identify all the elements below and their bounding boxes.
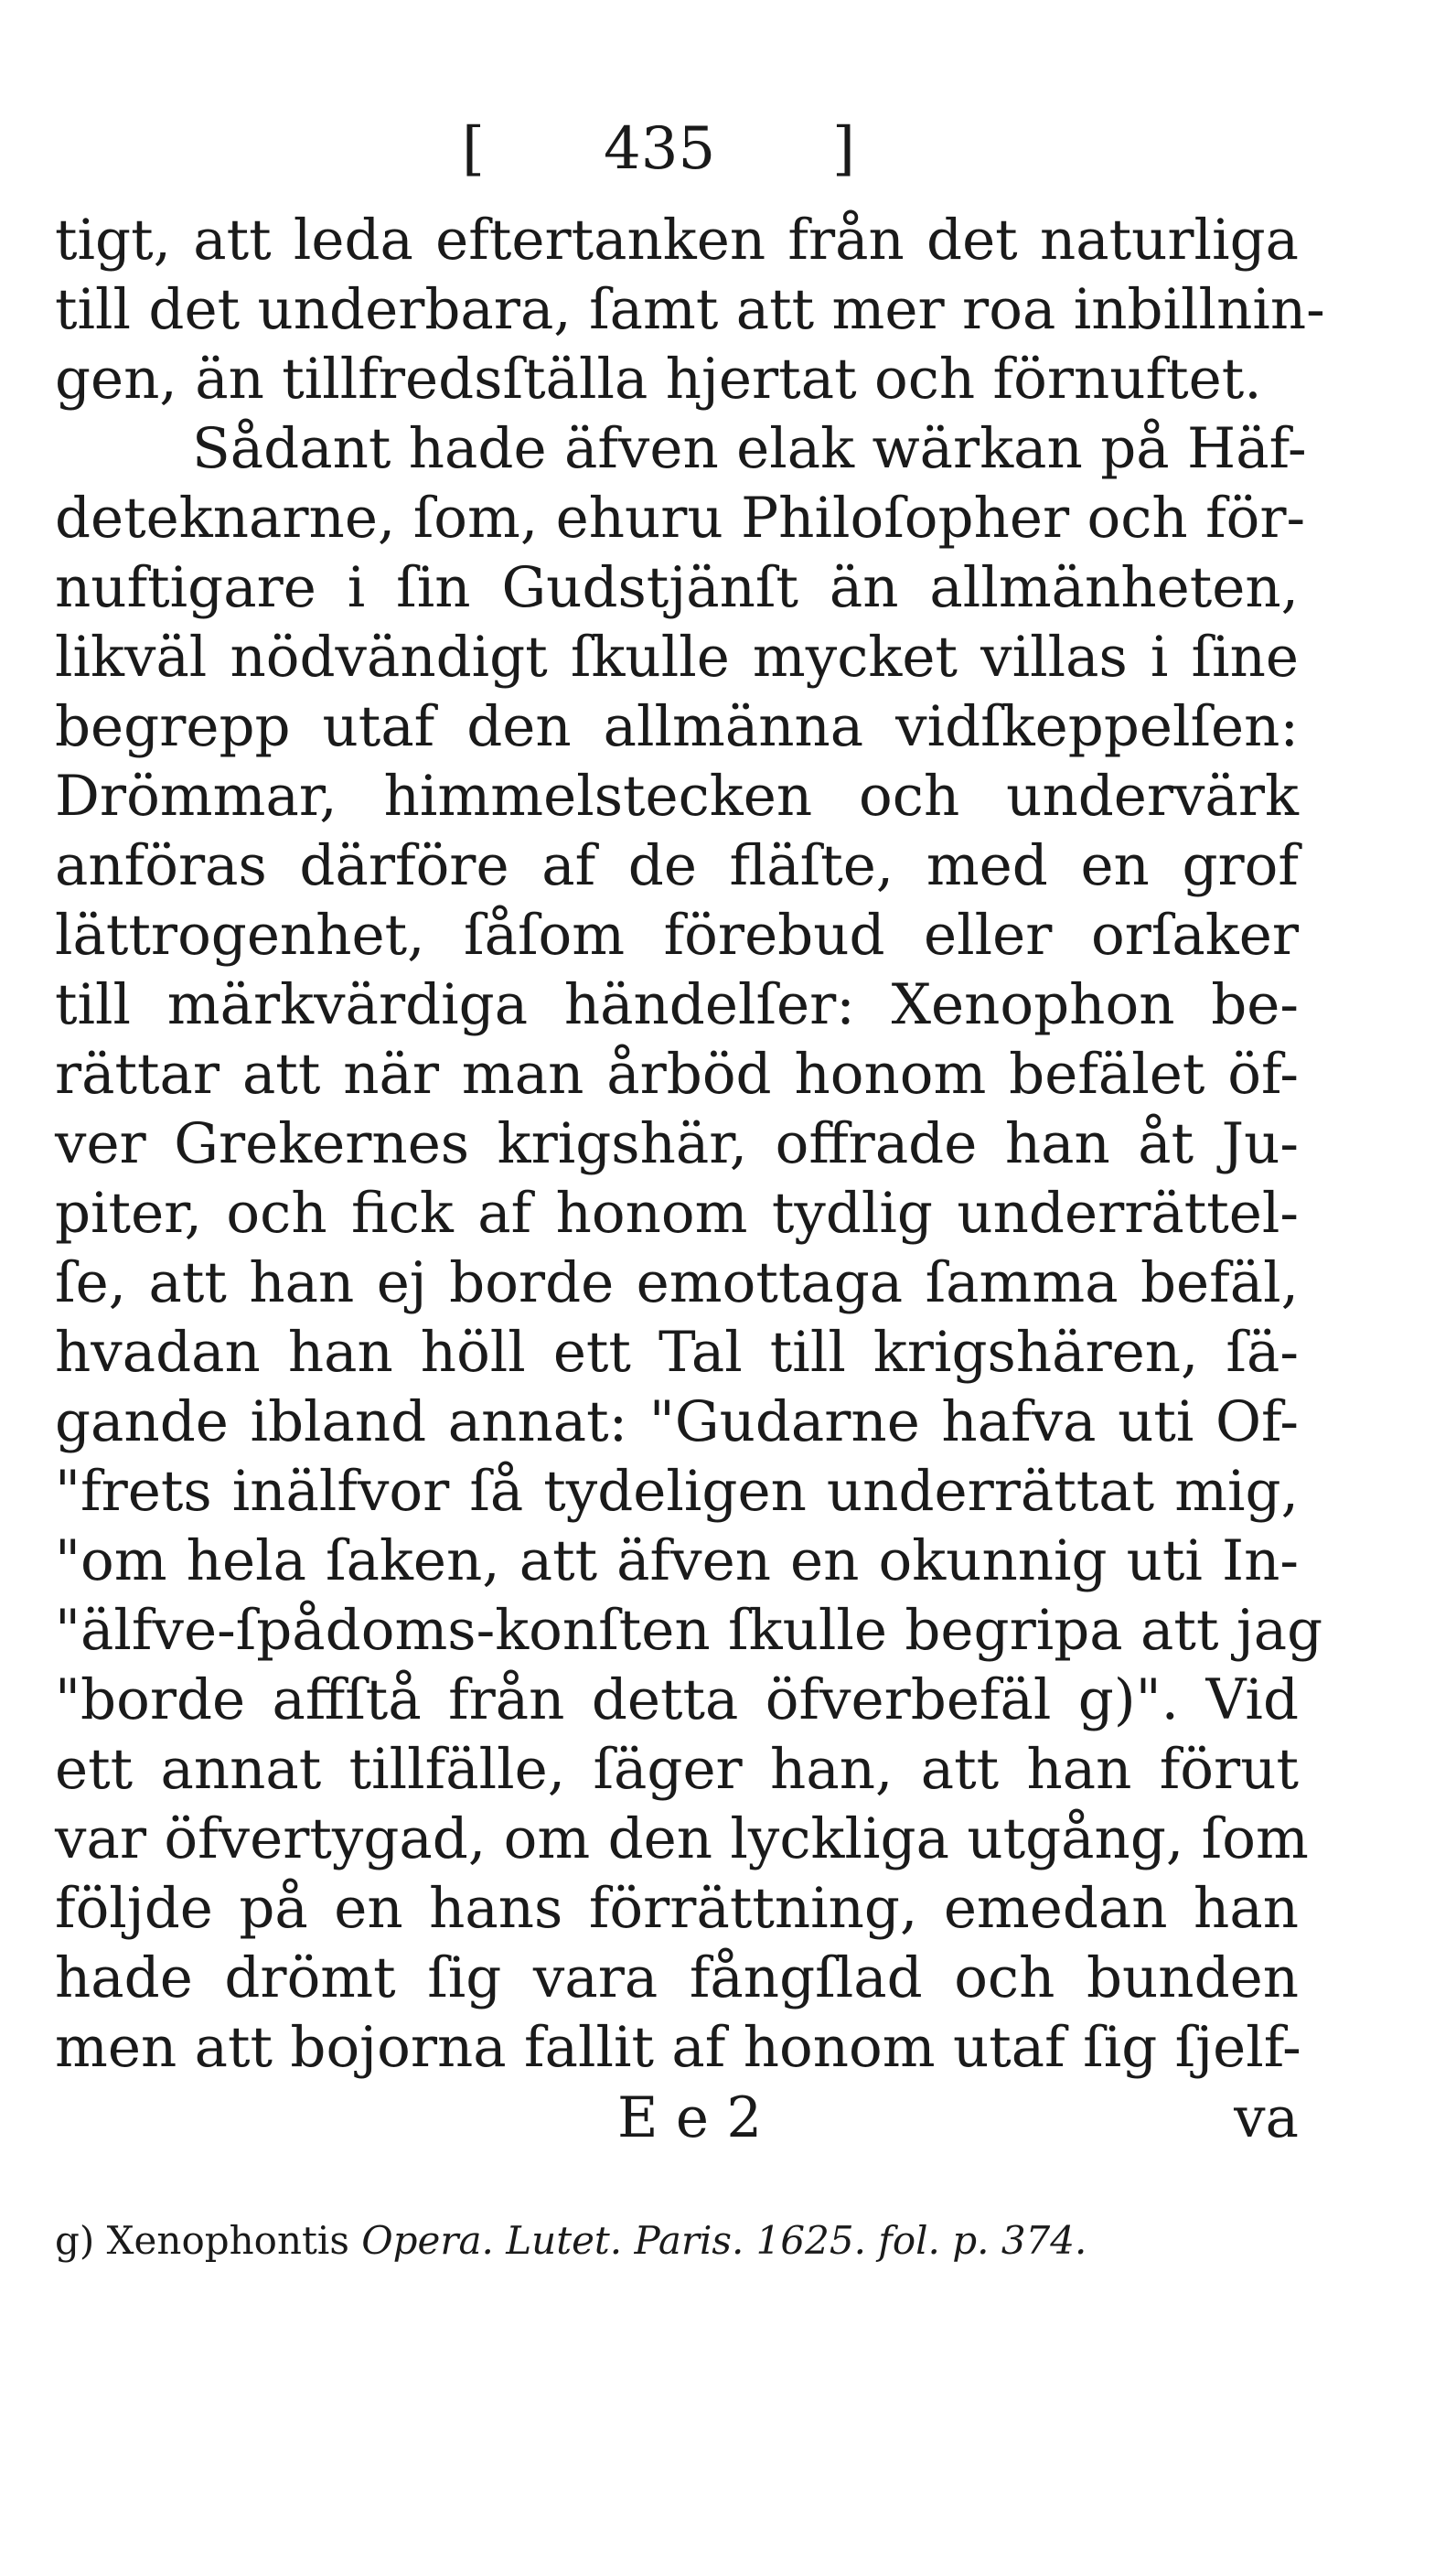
text-line: lättrogenhet, ſåſom förebud eller orſaker [55, 903, 1299, 968]
text-line: ver Grekernes krigshär, offrade han åt Ju- [55, 1111, 1299, 1176]
text-line: men att bojorna fallit af honom utaf ſig ſjelf- [55, 2015, 1301, 2080]
signature-line [55, 2084, 1299, 2153]
header-bracket-left: [ [462, 115, 485, 183]
text-line: gande ibland annat: "Gudarne hafva uti Of- [55, 1389, 1299, 1454]
text-line: nuftigare i ſin Gudstjänſt än allmänheten, [55, 555, 1299, 620]
text-line: "frets inälfvor ſå tydeligen underrättat mig, [55, 1459, 1299, 1524]
text-line: tigt, att leda eftertanken från det naturliga [55, 208, 1299, 273]
text-line: gen, än tillfredsſtälla hjertat och förnuftet. [55, 347, 1262, 412]
text-line: "om hela ſaken, att äfven en okunnig uti In- [55, 1528, 1299, 1593]
text-line: rättar att när man årböd honom befälet öf- [55, 1042, 1299, 1107]
text-line: var öfvertygad, om den lyckliga utgång, ſom [55, 1806, 1309, 1871]
page-header [462, 108, 864, 190]
text-line: Sådant hade äfven elak wärkan på Häf- [192, 416, 1307, 481]
text-line: likväl nödvändigt ſkulle mycket villas i ſine [55, 625, 1299, 690]
text-line: "älfve-ſpådoms-konſten ſkulle begripa att jag [55, 1598, 1323, 1663]
page-number: 435 [604, 115, 716, 183]
text-line: till det underbara, ſamt att mer roa inbillnin- [55, 277, 1325, 342]
footnote-work: Opera. [361, 2218, 494, 2263]
signature-mark: E e 2 [617, 2085, 763, 2150]
text-line: piter, och fick af honom tydlig underrättel- [55, 1181, 1299, 1246]
text-line: anföras därföre af de fläſte, med en grof [55, 833, 1299, 898]
text-line: till märkvärdiga händelſer: Xenophon be- [55, 972, 1299, 1037]
text-line: hvadan han höll ett Tal till krigshären, ſä- [55, 1320, 1299, 1385]
text-line: ett annat tillfälle, ſäger han, att han förut [55, 1737, 1299, 1802]
body-text [55, 206, 1325, 2083]
footnote-author: Xenophontis [106, 2218, 349, 2263]
text-line: "borde affſtå från detta öfverbefäl g)". Vid [55, 1667, 1299, 1732]
text-line: deteknarne, ſom, ehuru Philoſopher och för- [55, 486, 1306, 551]
footnote-imprint: Lutet. Paris. 1625. fol. p. 374. [506, 2218, 1087, 2263]
footnote [55, 2209, 1299, 2273]
catchword: va [1234, 2085, 1299, 2150]
text-line: hade drömt ſig vara fångſlad och bunden [55, 1945, 1299, 2010]
text-line: Drömmar, himmelstecken och undervärk [55, 764, 1299, 829]
header-bracket-right: ] [832, 115, 855, 183]
text-line: ſe, att han ej borde emottaga ſamma befäl, [55, 1250, 1299, 1315]
text-line: följde på en hans förrättning, emedan han [55, 1876, 1299, 1941]
text-line: begrepp utaf den allmänna vidſkeppelſen: [55, 694, 1299, 759]
footnote-marker: g) [55, 2218, 95, 2263]
